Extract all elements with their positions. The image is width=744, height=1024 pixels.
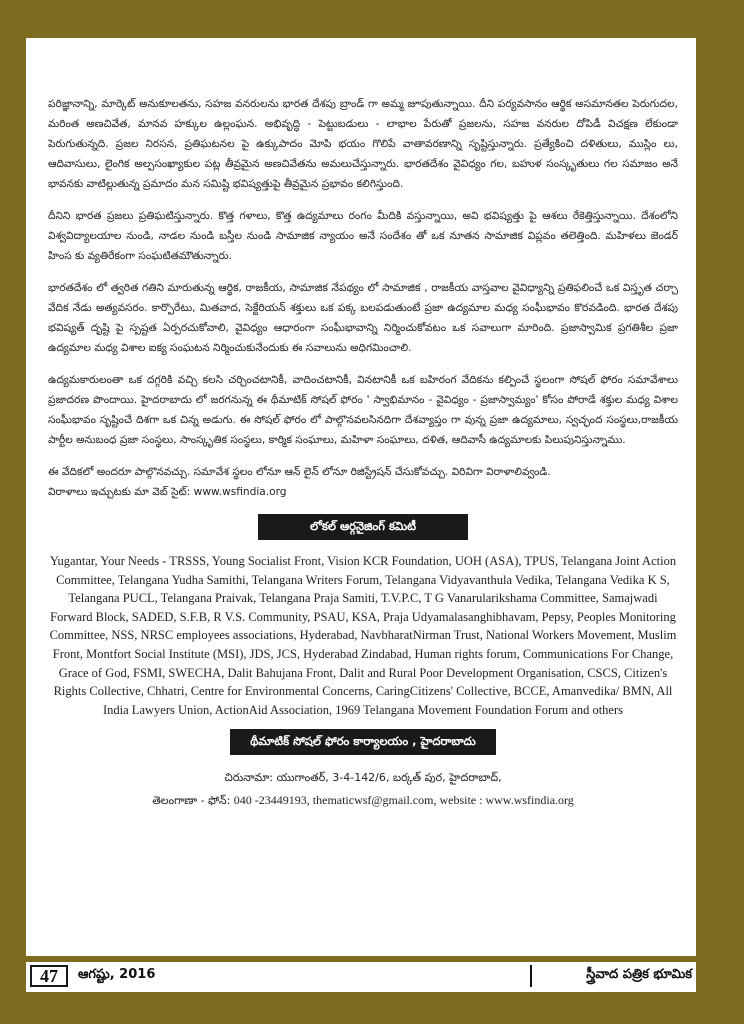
state-label: తెలంగాణా - [152,794,209,808]
closing-line-1: ఈ వేదికలో అందరూ పాల్గొనవచ్చు. సమావేశ స్థలం లోనూ ఆన్ లైన్ లోనూ రిజిస్ట్రేషన్ చేసుకోవచ్చు. విరివిగా విరాళాలివ్వండి. [48,466,551,478]
footer-divider [530,965,532,987]
office-website-link[interactable]: www.wsfindia.org [485,793,574,808]
address-value: యుగాంతర్, 3-4-142/6, బర్కత్ పుర, హైదరాబాద్, [276,771,502,785]
office-heading: థీమాటిక్ సోషల్ ఫోరం కార్యాలయం , హైదరాబాదు [230,729,496,755]
page-number: 47 [30,965,68,987]
magazine-name: స్త్రీవాద పత్రిక భూమిక [586,967,692,982]
phone-number: 040 -23449193, [233,793,313,808]
website-label: website : [439,793,486,808]
article-body [48,94,678,812]
phone-label: ఫోన్: [208,794,234,808]
address-label: చిరునామా: [224,771,277,785]
closing-line-2-prefix: విరాళాలు ఇచ్చుటకు మా వెబ్ సైట్: [48,486,194,498]
paragraph-3: భారతదేశం లో త్వరిత గతిని మారుతున్న ఆర్థిక, రాజకీయ, సామాజిక నేపథ్యం లో సామాజిక , రాజకీయ వాస్తవాల వైవిధ్యాన్ని ప్రతిఫలించే ఒక విస్తృత చర్చా వేదిక నేడు అత్యవసరం. కార్పొరేటు, మితవాద, సెక్టేరియన్ శక్తులు ఒక పక్క బలపడుతుంటే ప్రజా ఉద్యమాల మధ్య సంఘీభావం కొరవడింది. భారత దేశపు భవిష్యత్ దృష్టి పై స్పష్టత ఏర్పరచుకోవాలి, వైవిధ్యం ఆధారంగా సంఘీభావాన్ని నిర్మించుకోవటం ఒక సవాలుగా మారింది. ప్రజాస్వామిక ప్రగతిశీల ప్రజా ఉద్యమాల మధ్య విశాల ఐక్య సంఘటన నిర్మించుకునేందుకు ఈ సవాలును అధిగమించాలి. [48,282,678,354]
committee-list: Yugantar, Your Needs - TRSSS, Young Socialist Front, Vision KCR Foundation, UOH (ASA), TPUS, Telangana Joint Action Committee, Telangana Yudha Samithi, Telangana Writers Forum, Telangana Vidyavanthula Vedika, Telangana Vedika K S, Telangana PUCL, Telangana Praivak, Telangana Praja Samiti, T.V.P.C, T G Vanarularikshama Committee, Samajwadi Forward Block, SADED, S.F.B, R V.S. Community, PSAU, KSA, Praja Udyamalasanghibhavam, Pepsy, Peoples Monitoring Committee, NSS, NRSC employees associations, Hyderabad, NavbharatNirman Trust, National Workers Movement, Muslim Front, Montfort Social Institute (MSI), JDS, JCS, Hyderabad Zindabad, Human rights forum, Communications For Change, Grace of God, FSMI, SWECHA, Dalit Bahujana Front, Dalit and Rural Poor Development Organisation, CSCS, Citizen's Rights Collective, Chhatri, Centre for Environmental Concerns, CaringCitizens' Collective, BCCE, Amanvedika/ BMN, All India Lawyers Union, ActionAid Association, 1969 Telangana Movement Foundation Forum and others [49,554,677,717]
magazine-page [26,38,696,956]
address-line-1 [48,767,678,789]
page-footer [26,962,696,992]
closing-paragraph [48,462,678,502]
committee-heading: లోకల్ ఆర్గనైజింగ్ కమిటీ [258,514,468,540]
paragraph-1: పరిజ్ఞానాన్ని, మార్కెట్ అనుకూలతను, సహజ వనరులను భారత దేశపు బ్రాండ్ గా అమ్మ జూపుతున్నాయి. దీని పర్యవసానం ఆర్థిక అసమానతల పెరుగుదల, మరింత అణచివేత, మానవ హక్కుల ఉల్లంఘన. అభివృద్ధి - పెట్టుబడులు - లాభాల పేరుతో ప్రజలను, సహజ వనరుల దోపిడీ విచక్షణ లేకుండా పెరుగుతున్నది. ప్రజల నిరసన, ప్రతిఘటనల పై ఉక్కుపాదం మోపి భయం గొలిపే వాతావరణాన్ని సృష్టిస్తున్నారు. ప్రత్యేకించి దళితులు, ముస్లిం లు, ఆదివాసులు, లైంగిక అల్పసంఖ్యాకుల పట్ల తీవ్రమైన అణచివేతను అమలుచేస్తున్నారు. భారతదేశం వైవిధ్యం గల, బహుళ సంస్కృతులు గల సమాజం అనే భావనకు వాటిల్లుతున్న ప్రమాదం మన సమిష్టి భవిష్యత్తుపై తీవ్రమైన ప్రభావం కలిగిస్తుంది. [48,98,678,190]
website-link[interactable]: www.wsfindia.org [193,486,287,498]
paragraph-4: ఉద్యమకారులంతా ఒక దగ్గరికి వచ్చి కలసి చర్చించటానికీ, వాదించటానికీ, వినటానికీ ఒక బహిరంగ వేదికను కల్పించే స్థలంగా సోషల్ ఫోరం సమావేశాలు ప్రజాదరణ పొందాయి. హైదరాబాదు లో జరగనున్న ఈ థీమాటిక్ సోషల్ ఫోరం ' స్వాభిమానం - వైవిధ్యం - ప్రజాస్వామ్యం' కోసం పోరాడే శక్తుల మధ్య విశాల సంఘీభావం సృష్టించే దిశగా ఒక చిన్న అడుగు. ఈ సోషల్ ఫోరం లో పాల్గొనవలసినదిగా దేశవ్యాప్తం గా వున్న ప్రజా ఉద్యమాలు, స్వచ్ఛంద సంస్థలు,రాజకీయ పార్టీల అనుబంధ ప్రజా సంస్థలు, సాంస్కృతిక సంస్థలు, కార్మిక సంఘాలు, మహిళా సంఘాలు, దళిత, ఆదివాసీ ఉద్యమాలకు పిలుపునిస్తున్నాము. [48,374,678,446]
address-block [48,767,678,812]
issue-date: ఆగష్టు, 2016 [78,967,156,982]
address-line-2 [48,789,678,812]
email-address[interactable]: thematicwsf@gmail.com, [312,793,440,808]
paragraph-2: దీనిని భారత ప్రజలు ప్రతిఘటిస్తున్నారు. కొత్త గళాలు, కొత్త ఉద్యమాలు రంగం మీదికి వస్తున్నాయి, అవి భవిష్యత్తు పై ఆశలు రేకెత్తిస్తున్నాయి. దేశంలోని విశ్వవిద్యాలయాల నుండి, నాడల నుండి బస్తీల నుండి సామాజిక న్యాయం అనే సందేశం తో ఒక నూతన సామాజిక విప్లవం తలెత్తింది. మహిళలు జెండర్ హింస కు వ్యతిరేకంగా సంఘటితమౌతున్నారు. [48,210,678,262]
